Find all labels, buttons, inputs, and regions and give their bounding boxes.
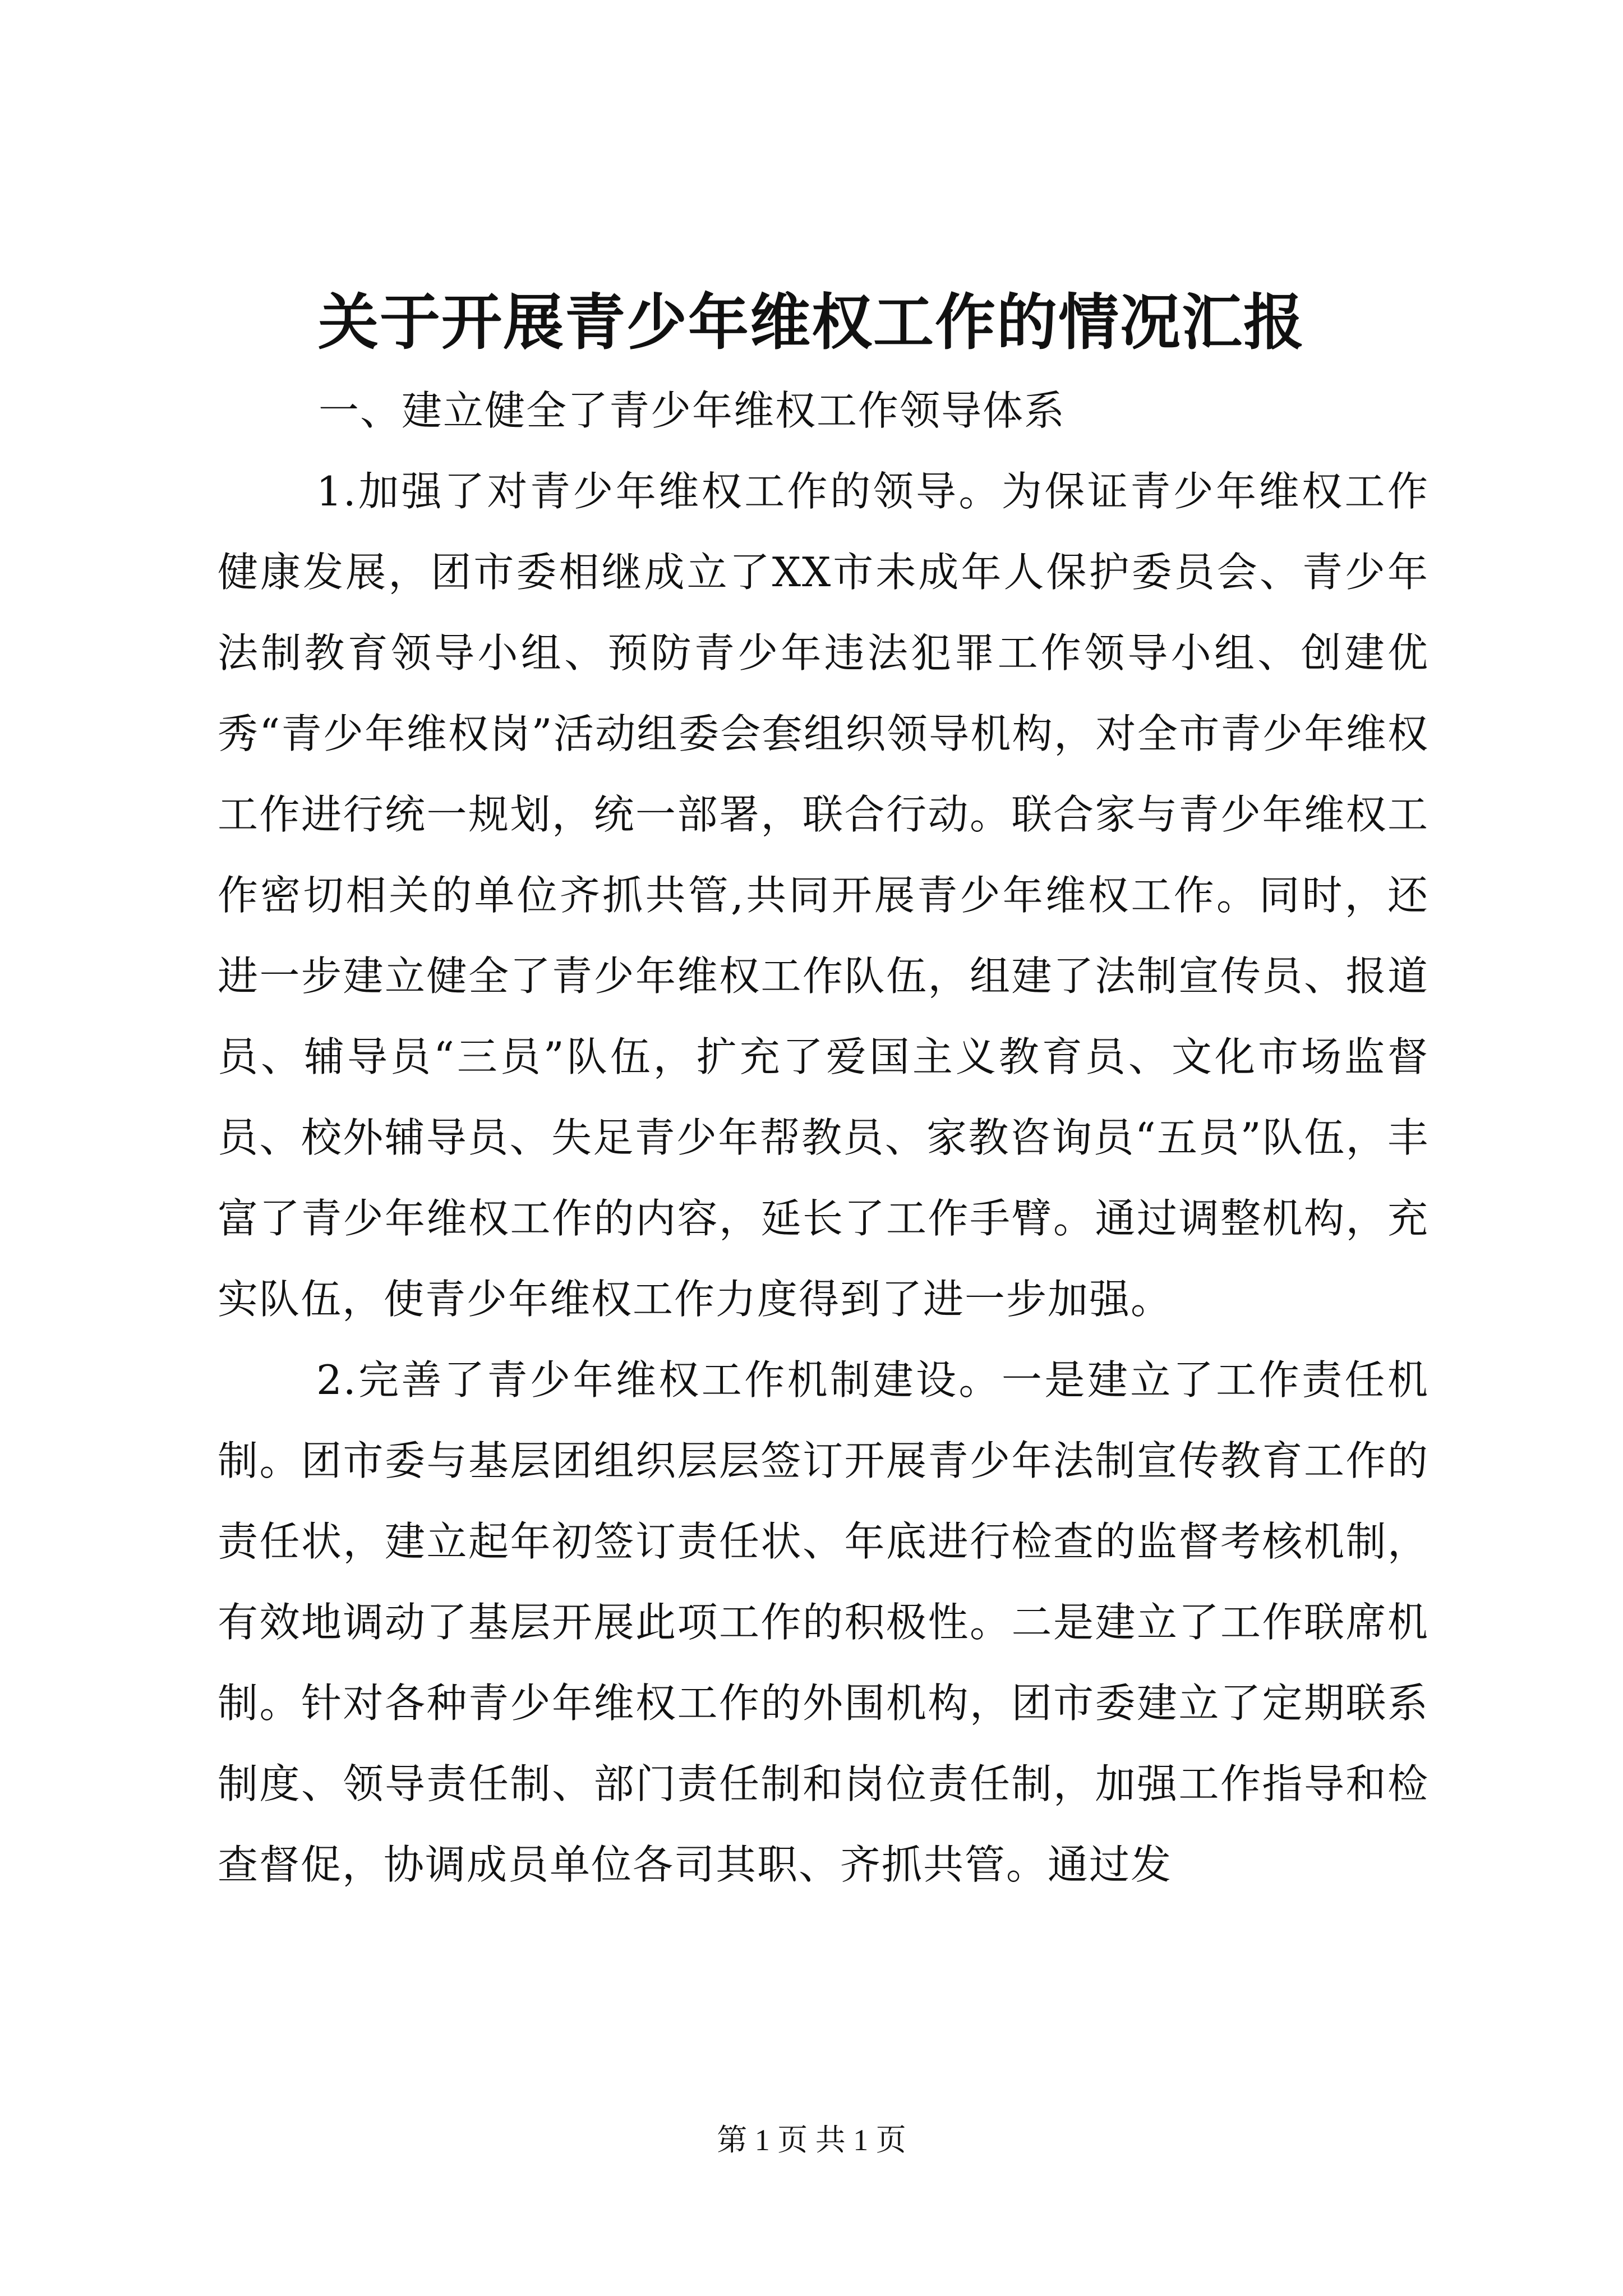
paragraph-2: 2.完善了青少年维权工作机制建设。一是建立了工作责任机制。团市委与基层团组织层层签订开展青少年法制宣传教育工作的责任状，建立起年初签订责任状、年底进行检查的监督考核机制，有效地调动了基层开展此项工作的积极性。二是建立了工作联席机制。针对各种青少年维权工作的外围机构，团市委建立了定期联系制度、领导责任制、部门责任制和岗位责任制，加强工作指导和检查督促，协调成员单位各司其职、齐抓共管。通过发 (218, 1356, 1429, 1888)
document-body (218, 370, 1429, 1905)
document-title: 关于开展青少年维权工作的情况汇报 (317, 287, 1305, 358)
page-footer: 第 1 页 共 1 页 (717, 2123, 906, 2157)
section-heading: 一、建立健全了青少年维权工作领导体系 (319, 387, 1066, 434)
paragraph-1: 1.加强了对青少年维权工作的领导。为保证青少年维权工作健康发展，团市委相继成立了XX市未成年人保护委员会、青少年法制教育领导小组、预防青少年违法犯罪工作领导小组、创建优秀“青少年维权岗”活动组委会套组织领导机构，对全市青少年维权工作进行统一规划，统一部署，联合行动。联合家与青少年维权工作密切相关的单位齐抓共管,共同开展青少年维权工作。同时，还进一步建立健全了青少年维权工作队伍，组建了法制宣传员、报道员、辅导员“三员”队伍，扩充了爱国主义教育员、文化市场监督员、校外辅导员、失足青少年帮教员、家教咨询员“五员”队伍，丰富了青少年维权工作的内容，延长了工作手臂。通过调整机构，充实队伍，使青少年维权工作力度得到了进一步加强。 (218, 468, 1429, 1323)
